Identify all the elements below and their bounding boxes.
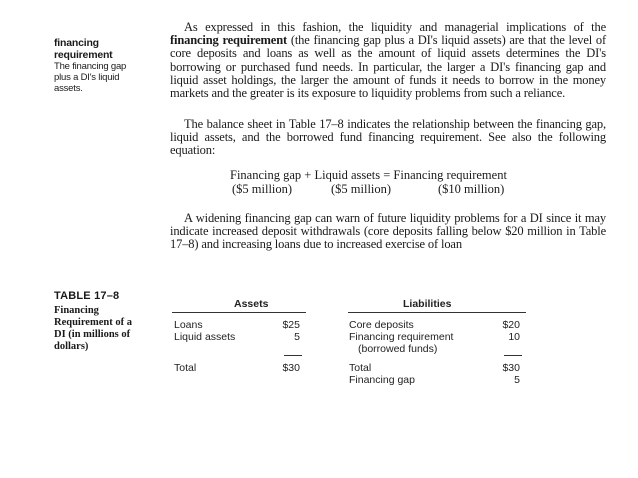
equation-equals: = <box>383 168 391 182</box>
table-caption-line2: Requirement of a <box>54 317 132 328</box>
liability-label-financing-requirement: Financing requirement <box>349 331 454 343</box>
asset-label-liquid-assets: Liquid assets <box>174 331 236 343</box>
asset-label-loans: Loans <box>174 319 203 331</box>
table-label <box>54 290 164 353</box>
liability-label-financing-gap: Financing gap <box>349 374 415 386</box>
equation-plus: + <box>304 168 312 182</box>
asset-value-liquid-assets: 5 <box>294 331 300 343</box>
table-caption-line1: Financing <box>54 305 99 316</box>
equation-term-liquid-assets: Liquid assets <box>314 168 381 182</box>
liability-label-borrowed-funds: (borrowed funds) <box>358 343 438 355</box>
liabilities-header: Liabilities <box>403 298 452 310</box>
liabilities-sum-rule <box>504 355 522 356</box>
margin-definition-line2: plus a DI's liquid <box>54 72 120 83</box>
assets-total-value: $30 <box>282 362 300 374</box>
asset-value-loans: $25 <box>282 319 300 331</box>
assets-sum-rule <box>284 355 302 356</box>
margin-definition-line1: The financing gap <box>54 61 127 72</box>
liability-value-financing-gap: 5 <box>514 374 520 386</box>
margin-term-line1: financing <box>54 37 99 49</box>
table-number: TABLE 17–8 <box>54 290 120 302</box>
margin-term-line2: requirement <box>54 49 113 61</box>
liabilities-total-value: $30 <box>502 362 520 374</box>
liability-value-core-deposits: $20 <box>502 319 520 331</box>
equation-values <box>230 183 507 197</box>
equation-value-financing-requirement: ($10 million) <box>438 181 505 196</box>
para1-before: As expressed in this fashion, the liquidity and managerial implications of the <box>184 20 606 34</box>
margin-note <box>54 37 154 94</box>
equation-term-financing-gap: Financing gap <box>230 168 302 182</box>
paragraph-liquidity-implications <box>170 21 606 100</box>
table-caption-line4: dollars) <box>54 341 89 352</box>
equation-value-liquid-assets: ($5 million) <box>331 181 392 196</box>
para1-after: (the financing gap plus a DI's liquid assets) are that the level of core deposits and loans as well as the amount of liquid assets determines the DI's borrowing or purchased fund needs. In particular, the larger a DI's financing gap and liquid asset holdings, the larger the amount of funds it needs to borrow in the money markets and the greater is its exposure to liquidity problems from such a reliance. <box>170 33 606 101</box>
para3-text: A widening financing gap can warn of future liquidity problems for a DI since it may indicate increased deposit withdrawals (core deposits falling below $20 million in Table 17–8) and increasing loans due to increased exercise of loan <box>170 211 606 252</box>
assets-total-label: Total <box>174 362 197 374</box>
para2-text: The balance sheet in Table 17–8 indicates the relationship between the financing gap, liquid assets, and the borrowed fund financing requirement. See also the following equation: <box>170 117 606 158</box>
table-caption-line3: DI (in millions of <box>54 329 131 340</box>
paragraph-balance-sheet-intro <box>170 118 606 158</box>
liability-label-core-deposits: Core deposits <box>349 319 414 331</box>
liabilities-total-label: Total <box>349 362 372 374</box>
balance-sheet-table <box>172 298 526 398</box>
liability-value-financing-requirement: 10 <box>508 331 520 343</box>
assets-header: Assets <box>234 298 269 310</box>
equation-value-financing-gap: ($5 million) <box>232 181 293 196</box>
financing-equation <box>230 169 507 197</box>
financing-requirement-term: financing requirement <box>170 33 288 48</box>
assets-header-rule <box>172 312 306 313</box>
liabilities-header-rule <box>348 312 526 313</box>
equation-term-financing-requirement: Financing requirement <box>393 168 507 182</box>
equation-terms <box>230 169 507 183</box>
paragraph-widening-gap <box>170 212 606 252</box>
margin-definition-line3: assets. <box>54 83 83 94</box>
